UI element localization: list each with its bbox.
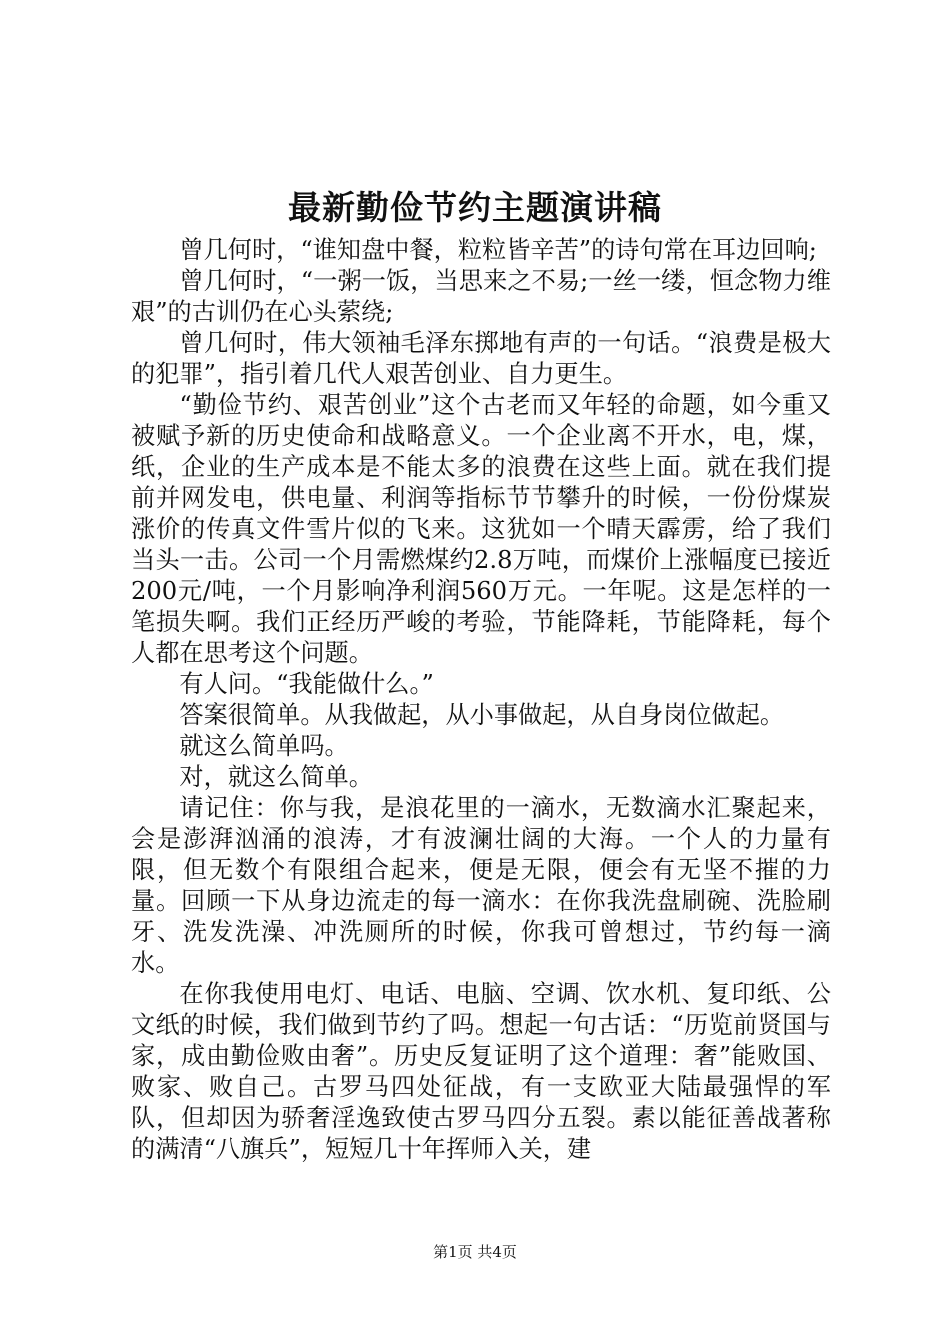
page-footer: 第1页 共4页	[433, 1243, 517, 1261]
document-title: 最新勤俭节约主题演讲稿	[288, 188, 662, 227]
document-body	[131, 235, 831, 1165]
paragraph: 有人问。“我能做什么。”	[179, 670, 434, 698]
paragraph: 对，就这么简单。	[179, 763, 373, 791]
paragraph: 就这么简单吗。	[179, 732, 349, 760]
paragraph: 在你我使用电灯、电话、电脑、空调、饮水机、复印纸、公文纸的时候，我们做到节约了吗。想起一句古话：“历览前贤国与家，成由勤俭败由奢”。历史反复证明了这个道理：奢”能败国、败家、败自己。古罗马四处征战，有一支欧亚大陆最强悍的军队，但却因为骄奢淫逸致使古罗马四分五裂。素以能征善战著称的满清“八旗兵”，短短几十年挥师入关，建	[131, 980, 831, 1163]
paragraph: 答案很简单。从我做起，从小事做起，从自身岗位做起。	[179, 701, 785, 729]
paragraph: “勤俭节约、艰苦创业”这个古老而又年轻的命题，如今重又被赋予新的历史使命和战略意义。一个企业离不开水，电，煤，纸，企业的生产成本是不能太多的浪费在这些上面。就在我们提前并网发电，供电量、利润等指标节节攀升的时候，一份份煤炭涨价的传真文件雪片似的飞来。这犹如一个晴天霹雳，给了我们当头一击。公司一个月需燃煤约2.8万吨，而煤价上涨幅度已接近200元/吨，一个月影响净利润560万元。一年呢。这是怎样的一笔损失啊。我们正经历严峻的考验，节能降耗，节能降耗，每个人都在思考这个问题。	[131, 391, 831, 667]
paragraph: 曾几何时，伟大领袖毛泽东掷地有声的一句话。“浪费是极大的犯罪”，指引着几代人艰苦创业、自力更生。	[131, 329, 831, 388]
paragraph: 请记住：你与我，是浪花里的一滴水，无数滴水汇聚起来，会是澎湃汹涌的浪涛，才有波澜壮阔的大海。一个人的力量有限，但无数个有限组合起来，便是无限，便会有无坚不摧的力量。回顾一下从身边流走的每一滴水：在你我洗盘刷碗、洗脸刷牙、洗发洗澡、冲洗厕所的时候，你我可曾想过，节约每一滴水。	[131, 794, 831, 977]
paragraph: 曾几何时，“一粥一饭，当思来之不易;一丝一缕，恒念物力维艰”的古训仍在心头萦绕;	[131, 267, 831, 326]
paragraph: 曾几何时，“谁知盘中餐，粒粒皆辛苦”的诗句常在耳边回响;	[179, 236, 817, 264]
